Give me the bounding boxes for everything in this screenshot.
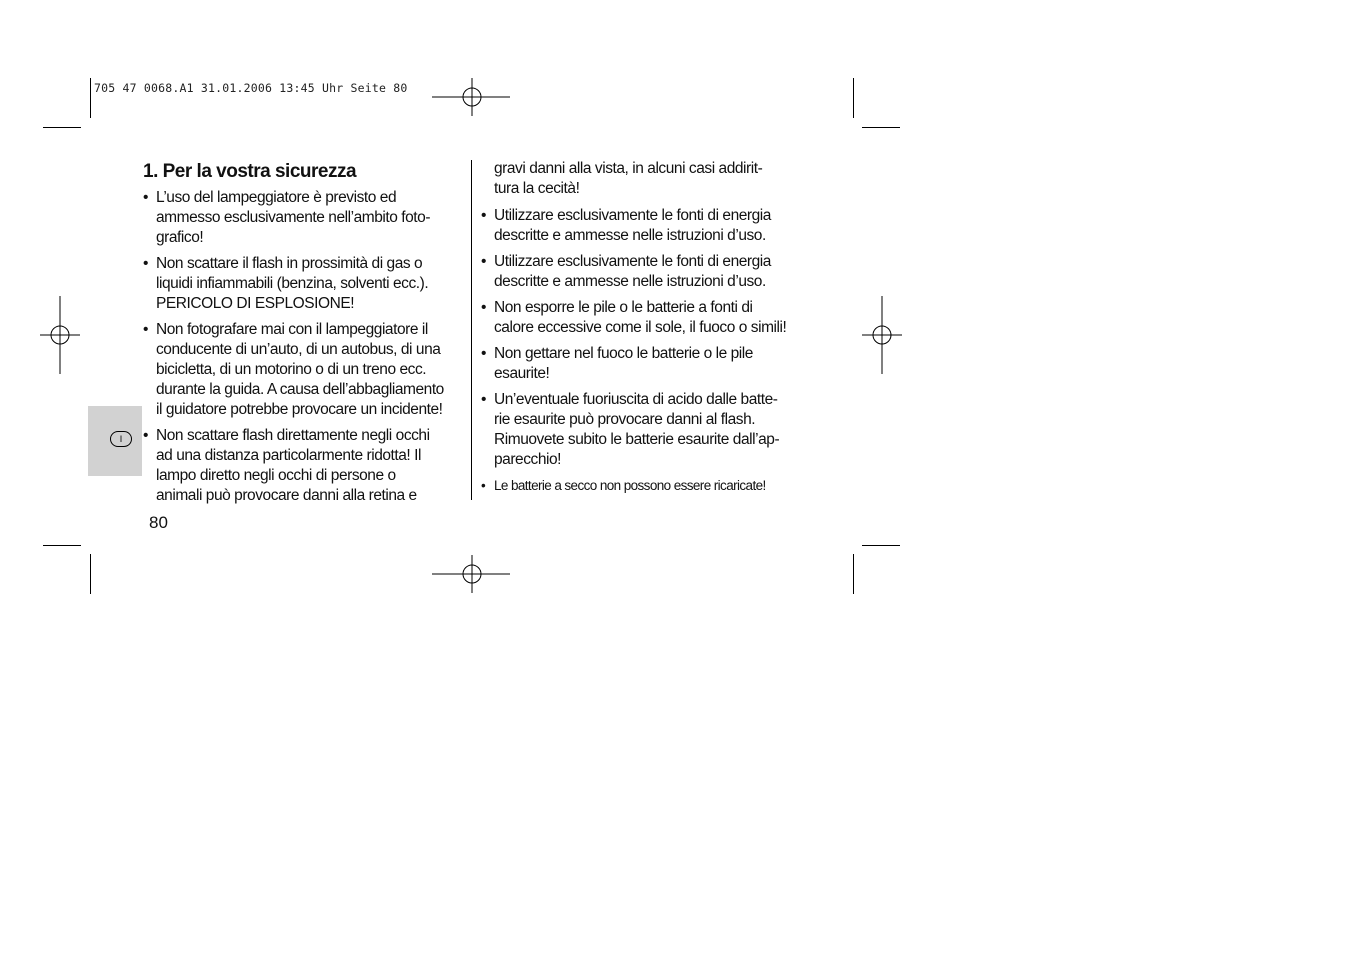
crop-mark bbox=[90, 78, 91, 118]
text-line: liquidi infiammabili (benzina, solventi ecc.). bbox=[156, 275, 429, 292]
text-line: descritte e ammesse nelle istruzioni d’uso. bbox=[494, 273, 766, 290]
right-column bbox=[481, 159, 806, 502]
left-column bbox=[143, 160, 463, 512]
text-line: Utilizzare esclusivamente le fonti di energia bbox=[494, 207, 771, 224]
right-bullet-list bbox=[481, 206, 806, 470]
registration-mark-icon bbox=[40, 296, 82, 376]
bullet-icon: • bbox=[143, 189, 148, 206]
bullet-item bbox=[143, 320, 463, 420]
bullet-icon: • bbox=[481, 478, 486, 493]
text-line: descritte e ammesse nelle istruzioni d’uso. bbox=[494, 227, 766, 244]
bullet-text bbox=[156, 426, 463, 506]
text-line: tura la cecità! bbox=[494, 180, 580, 197]
text-line: calore eccessive come il sole, il fuoco o simili! bbox=[494, 319, 787, 336]
text-line: lampo diretto negli occhi di persone o bbox=[156, 467, 396, 484]
bullet-item bbox=[481, 390, 806, 470]
bullet-item-note bbox=[481, 476, 806, 496]
bullet-item bbox=[481, 206, 806, 246]
text-line: ammesso esclusivamente nell’ambito foto- bbox=[156, 209, 431, 226]
language-tab bbox=[88, 406, 142, 476]
bullet-text bbox=[494, 252, 806, 292]
crop-mark bbox=[90, 554, 91, 594]
crop-mark bbox=[43, 127, 81, 128]
text-line: Non gettare nel fuoco le batterie o le pile bbox=[494, 345, 753, 362]
text-line: Un’eventuale fuoriuscita di acido dalle batte- bbox=[494, 391, 778, 408]
text-line: durante la guida. A causa dell’abbagliamento bbox=[156, 381, 444, 398]
crop-mark bbox=[862, 545, 900, 546]
bullet-text bbox=[156, 254, 463, 314]
print-slug: 705 47 0068.A1 31.01.2006 13:45 Uhr Seite 80 bbox=[94, 81, 408, 95]
bullet-item bbox=[143, 188, 463, 248]
bullet-item bbox=[143, 426, 463, 506]
text-line: parecchio! bbox=[494, 451, 562, 468]
registration-mark-icon bbox=[432, 555, 512, 595]
bullet-text bbox=[156, 188, 463, 248]
text-line: il guidatore potrebbe provocare un incidente! bbox=[156, 401, 443, 418]
text-line: Utilizzare esclusivamente le fonti di energia bbox=[494, 253, 771, 270]
bullet-icon: • bbox=[481, 391, 486, 408]
section-title: 1. Per la vostra sicurezza bbox=[143, 161, 357, 182]
text-line: L’uso del lampeggiatore è previsto ed bbox=[156, 189, 397, 206]
bullet-text bbox=[156, 320, 463, 420]
bullet-item bbox=[481, 252, 806, 292]
text-line: Non scattare flash direttamente negli occhi bbox=[156, 427, 430, 444]
text-line: Non scattare il flash in prossimità di gas o bbox=[156, 255, 423, 272]
bullet-icon: • bbox=[143, 321, 148, 338]
text-line: rie esaurite può provocare danni al flash. bbox=[494, 411, 756, 428]
text-line: ad una distanza particolarmente ridotta! Il bbox=[156, 447, 421, 464]
bullet-icon: • bbox=[143, 255, 148, 272]
text-line: bicicletta, di un motorino o di un treno ecc. bbox=[156, 361, 427, 378]
bullet-text bbox=[494, 344, 806, 384]
text-line: PERICOLO DI ESPLOSIONE! bbox=[156, 295, 355, 312]
registration-mark-icon bbox=[862, 296, 904, 376]
bullet-item bbox=[481, 298, 806, 338]
text-line: esaurite! bbox=[494, 365, 550, 382]
bullet-item bbox=[143, 254, 463, 314]
text-line: Non esporre le pile o le batterie a fonti di bbox=[494, 299, 753, 316]
bullet-icon: • bbox=[143, 427, 148, 444]
language-badge: I bbox=[110, 431, 132, 447]
bullet-icon: • bbox=[481, 345, 486, 362]
bullet-icon: • bbox=[481, 207, 486, 224]
page-number: 80 bbox=[149, 513, 168, 532]
bullet-icon: • bbox=[481, 299, 486, 316]
text-line: Rimuovete subito le batterie esaurite dall’ap- bbox=[494, 431, 780, 448]
text-line: conducente di un’auto, di un autobus, di una bbox=[156, 341, 441, 358]
crop-mark bbox=[862, 127, 900, 128]
column-divider bbox=[471, 160, 472, 500]
text-line: grafico! bbox=[156, 229, 204, 246]
crop-mark bbox=[43, 545, 81, 546]
left-bullet-list bbox=[143, 188, 463, 506]
registration-mark-icon bbox=[432, 78, 512, 118]
crop-mark bbox=[853, 554, 854, 594]
text-line: animali può provocare danni alla retina e bbox=[156, 487, 417, 504]
text-line: Non fotografare mai con il lampeggiatore il bbox=[156, 321, 428, 338]
bullet-icon: • bbox=[481, 253, 486, 270]
note-text: Le batterie a secco non possono essere ricaricate! bbox=[494, 478, 766, 493]
bullet-text bbox=[494, 298, 806, 338]
crop-mark bbox=[853, 78, 854, 118]
text-line: gravi danni alla vista, in alcuni casi addirit- bbox=[494, 160, 763, 177]
bullet-item bbox=[481, 344, 806, 384]
bullet-text bbox=[494, 390, 806, 470]
continued-text bbox=[481, 159, 806, 199]
bullet-text bbox=[494, 206, 806, 246]
